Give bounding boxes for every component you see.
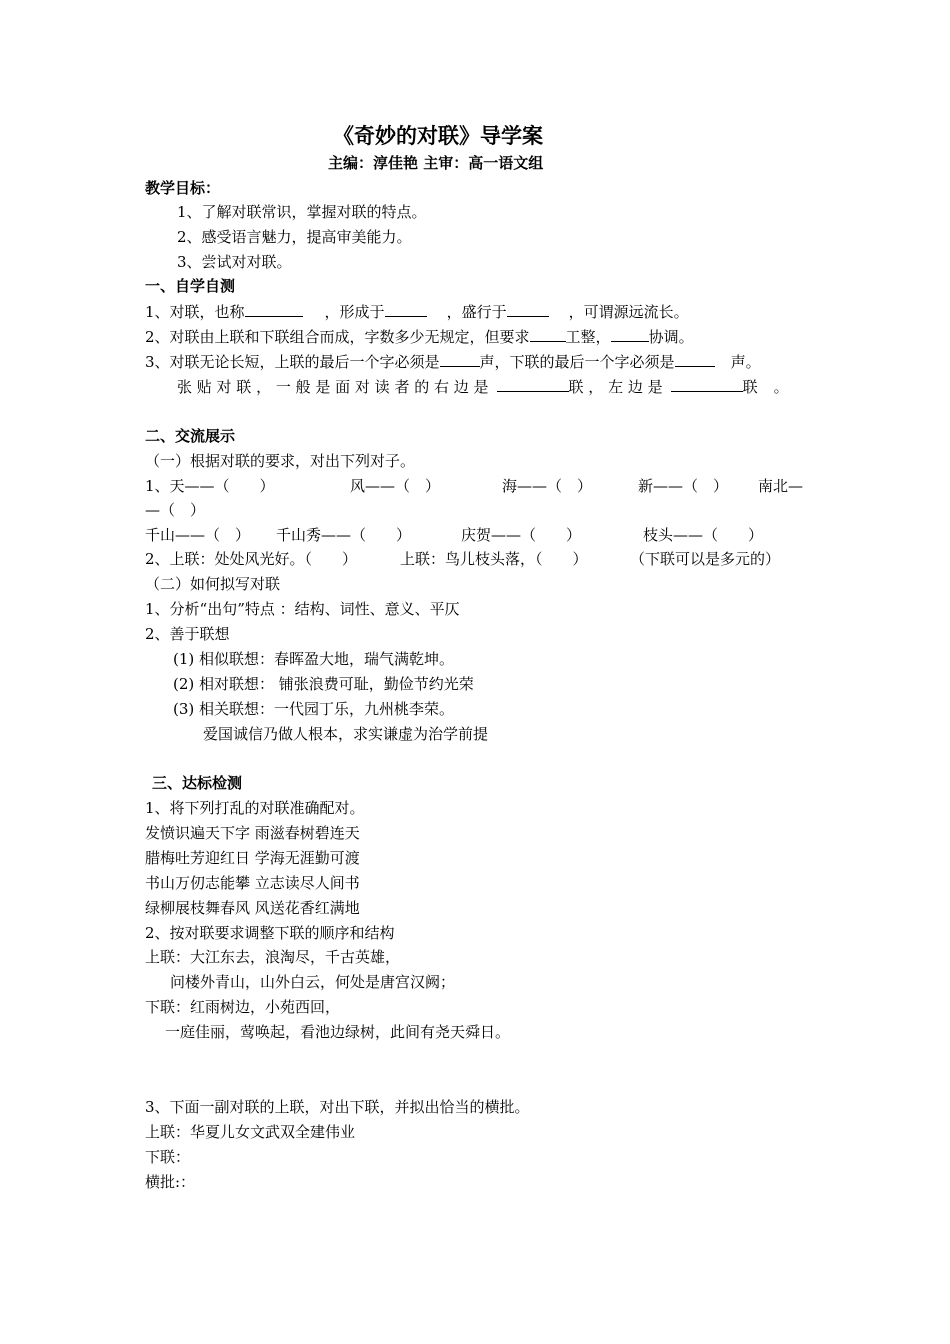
section3-heading: 三、达标检测 [152, 774, 243, 792]
fill-question-2 [145, 326, 694, 346]
q3-text-b: 声，下联的最后一个字必须是 [479, 353, 675, 371]
pair-item: 海——（ ） [502, 477, 593, 495]
answer-blank[interactable] [507, 301, 549, 317]
q1-text-d: ，可谓源远流长。 [568, 303, 689, 321]
text-line: 爱国诚信乃做人根本，求实谦虚为治学前提 [203, 725, 489, 743]
q2-text-b: 工整， [565, 328, 611, 346]
q4-text-d: 。 [773, 378, 789, 396]
text-line: (1) 相似联想：春晖盈大地，瑞气满乾坤。 [173, 650, 455, 668]
objectives-heading: 教学目标： [145, 179, 221, 197]
answer-blank[interactable] [385, 301, 427, 317]
text-line: 下联：红雨树边，小苑西回， [145, 998, 341, 1016]
answer-blank[interactable] [497, 376, 569, 392]
q1-text-b: ，形成于 [324, 303, 385, 321]
fill-question-3 [145, 351, 761, 371]
text-line: (2) 相对联想： 铺张浪费可耻，勤俭节约光荣 [173, 675, 474, 693]
fill-question-4 [177, 376, 789, 396]
answer-label: 下联： [145, 1148, 191, 1166]
pair-item: 1、天——（ ） [145, 477, 275, 495]
text-line: 上联：大江东去，浪淘尽，千古英雄， [145, 948, 401, 966]
pair-item: 风——（ ） [350, 477, 441, 495]
couplet-item: 上联：鸟儿枝头落，（ ） [400, 550, 588, 568]
couplet-pair: 发愤识遍天下字 雨滋春树碧连天 [145, 824, 360, 842]
text-line: 1、将下列打乱的对联准确配对。 [145, 799, 365, 817]
q4-text-a: 张 贴 对 联 ， 一 般 是 面 对 读 者 的 右 边 是 [177, 378, 489, 396]
answer-blank[interactable] [530, 326, 566, 342]
text-line: 1、分析“出句”特点 ：结构、词性、意义、平仄 [145, 600, 460, 618]
text-line: 上联：华夏儿女文武双全建伟业 [145, 1123, 356, 1141]
q2-text-c: 协调。 [648, 328, 694, 346]
section2-part2: （二）如何拟写对联 [145, 575, 281, 593]
q1-text-c: ，盛行于 [446, 303, 507, 321]
answer-blank[interactable] [245, 301, 303, 317]
q2-text-a: 2、对联由上联和下联组合而成，字数多少无规定，但要求 [145, 328, 530, 346]
couplet-item: 2、上联：处处风光好。（ ） [145, 550, 358, 568]
text-line: 2、按对联要求调整下联的顺序和结构 [145, 924, 395, 942]
fill-question-1 [145, 301, 689, 321]
objective-item: 2、感受语言魅力，提高审美能力。 [177, 228, 412, 246]
answer-blank[interactable] [611, 326, 649, 342]
pair-item: 庆贺——（ ） [461, 526, 582, 544]
text-line: 一庭佳丽，莺唤起，看池边绿树，此间有尧天舜日。 [165, 1023, 511, 1041]
pair-item: —（ ） [145, 501, 206, 519]
answer-blank[interactable] [675, 351, 715, 367]
q3-text-c: 声。 [730, 353, 761, 371]
couplet-pair: 书山万仞志能攀 立志读尽人间书 [145, 874, 360, 892]
q3-text-a: 3、对联无论长短，上联的最后一个字必须是 [145, 353, 440, 371]
doc-subtitle: 主编：淳佳艳 主审：高一语文组 [328, 154, 544, 172]
couplet-pair: 腊梅吐芳迎红日 学海无涯勤可渡 [145, 849, 360, 867]
couplet-note: （下联可以是多元的） [630, 550, 781, 568]
answer-blank[interactable] [671, 376, 743, 392]
answer-label: 横批:： [145, 1173, 196, 1191]
pair-item: 千山秀——（ ） [276, 526, 412, 544]
section1-heading: 一、自学自测 [145, 277, 236, 295]
pair-item: 枝头——（ ） [643, 526, 764, 544]
section2-heading: 二、交流展示 [145, 427, 236, 445]
objective-item: 3、尝试对对联。 [177, 253, 292, 271]
section2-part1: （一）根据对联的要求，对出下列对子。 [145, 452, 416, 470]
q4-text-b: 联 ， 左 边 是 [568, 378, 663, 396]
text-line: 问楼外青山，山外白云，何处是唐宫汉阙； [170, 973, 456, 991]
q4-text-c: 联 [742, 378, 758, 396]
doc-title: 《奇妙的对联》导学案 [333, 124, 543, 148]
answer-blank[interactable] [440, 351, 480, 367]
text-line: (3) 相关联想：一代园丁乐，九州桃李荣。 [173, 700, 455, 718]
pair-item: 南北— [758, 477, 804, 495]
q1-text-a: 1、对联，也称 [145, 303, 245, 321]
text-line: 3、下面一副对联的上联，对出下联，并拟出恰当的横批。 [145, 1098, 530, 1116]
text-line: 2、善于联想 [145, 625, 230, 643]
couplet-pair: 绿柳展枝舞春风 风送花香红满地 [145, 899, 360, 917]
pair-item: 千山——（ ） [145, 526, 251, 544]
objective-item: 1、了解对联常识，掌握对联的特点。 [177, 203, 427, 221]
pair-item: 新——（ ） [638, 477, 729, 495]
